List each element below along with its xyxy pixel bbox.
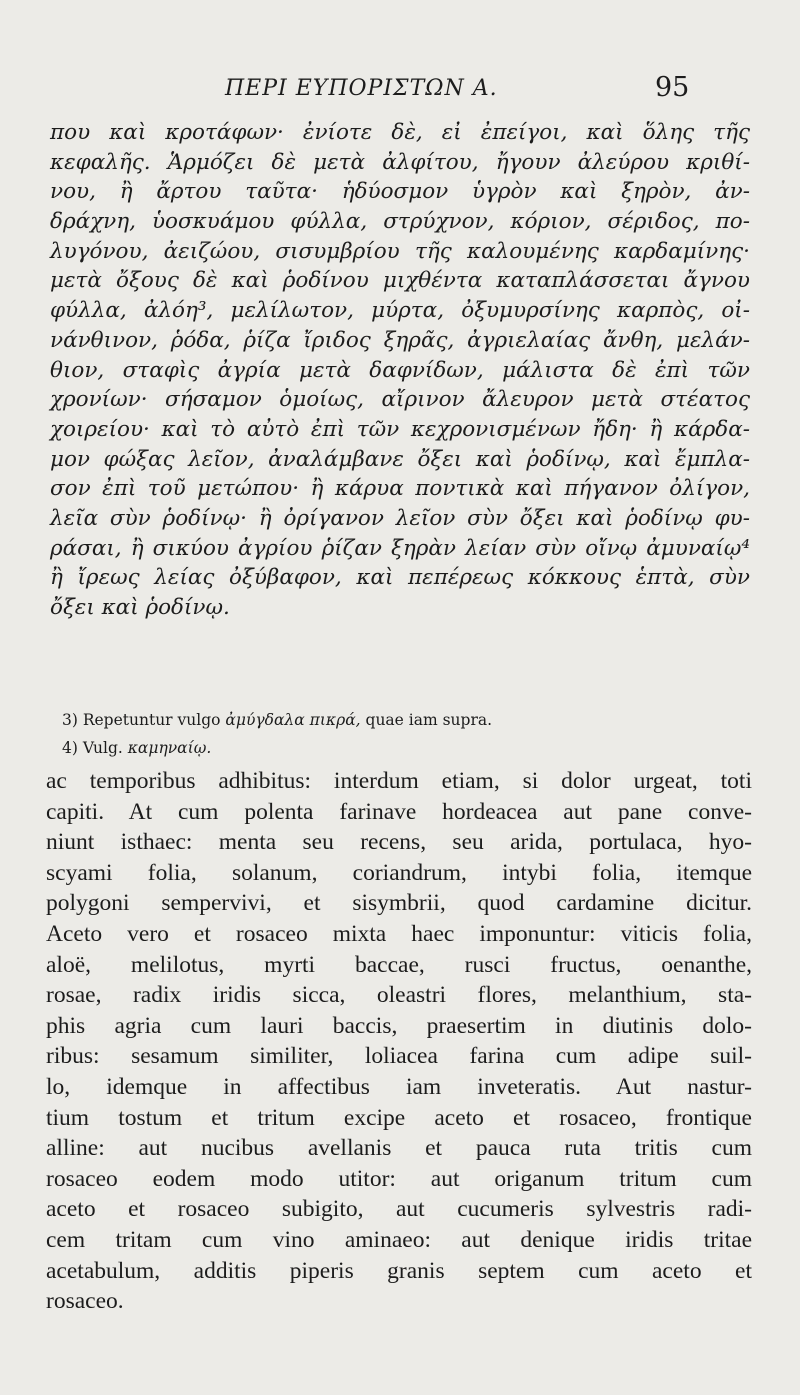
greek-line: μετὰ ὄξους δὲ καὶ ῥοδίνου μιχθέντα καταπλάσσεται ἄγνου bbox=[50, 268, 750, 294]
greek-line: που καὶ κροτάφων· ἐνίοτε δὲ, εἰ ἐπείγοι, καὶ ὅλης τῆς bbox=[50, 120, 750, 145]
greek-line: θιον, σταφὶς ἀγρία μετὰ δαφνίδων, μάλιστα δὲ ἐπὶ τῶν bbox=[50, 357, 750, 383]
greek-line: ἢ ἴρεως λείας ὀξύβαφον, καὶ πεπέρεως κόκκους ἑπτὰ, σὺν bbox=[50, 565, 750, 591]
greek-line: κεφαλῆς. Ἁρμόζει δὲ μετὰ ἀλφίτου, ἤγουν ἀλεύρου κριθί- bbox=[50, 149, 750, 175]
greek-line: χοιρείου· καὶ τὸ αὐτὸ ἐπὶ τῶν κεχρονισμένων ἤδη· ἢ κάρδα- bbox=[50, 416, 750, 442]
greek-line: λυγόνου, ἀειζώου, σισυμβρίου τῆς καλουμένης καρδαμίνης· bbox=[50, 238, 750, 264]
greek-line: μον φώξας λεῖον, ἀναλάμβανε ὄξει καὶ ῥοδίνῳ, καὶ ἔμπλα- bbox=[50, 446, 750, 472]
greek-line: χρονίων· σήσαμον ὁμοίως, αἴρινον ἄλευρον μετὰ στέατος bbox=[50, 387, 750, 413]
latin-line: capiti. At cum polenta farinave hordeacea aut pane conve- bbox=[46, 798, 752, 825]
footnote-3 bbox=[62, 706, 762, 734]
latin-line: scyami folia, solanum, coriandrum, intybi folia, itemque bbox=[46, 859, 752, 886]
footnote-text: 4) Vulg. bbox=[62, 739, 123, 757]
latin-line: alline: aut nucibus avellanis et pauca ruta tritis cum bbox=[46, 1135, 752, 1162]
footnote-greek: ἀμύγδαλα πικρά, bbox=[225, 711, 361, 729]
greek-line: φύλλα, ἀλόη³, μελίλωτον, μύρτα, ὀξυμυρσίνης καρπὸς, οἰ- bbox=[50, 298, 750, 324]
latin-line: rosae, radix iridis sicca, oleastri flores, melanthium, sta- bbox=[46, 982, 752, 1009]
running-title: ΠΕΡΙ ΕΥΠΟΡΙΣΤΩΝ Α. bbox=[225, 76, 498, 101]
latin-line: polygoni sempervivi, et sisymbrii, quod cardamine dicitur. bbox=[46, 890, 752, 917]
greek-line: δράχνη, ὑοσκυάμου φύλλα, στρύχνον, κόριον, σέριδος, πο- bbox=[50, 209, 750, 235]
greek-line: ὄξει καὶ ῥοδίνῳ. bbox=[50, 595, 230, 620]
latin-line: ac temporibus adhibitus: interdum etiam, si dolor urgeat, toti bbox=[46, 768, 752, 794]
latin-line: rosaceo eodem modo utitor: aut origanum tritum cum bbox=[46, 1165, 752, 1192]
greek-line: ράσαι, ἢ σικύου ἀγρίου ῥίζαν ξηρὰν λείαν σὺν οἴνῳ ἀμυναίῳ⁴ bbox=[50, 535, 750, 561]
latin-line: aloë, melilotus, myrti baccae, rusci fructus, oenanthe, bbox=[46, 951, 752, 978]
latin-line: acetabulum, additis piperis granis septem cum aceto et bbox=[46, 1257, 752, 1284]
latin-line: aceto et rosaceo subigito, aut cucumeris sylvestris radi- bbox=[46, 1196, 752, 1223]
greek-line: σον ἐπὶ τοῦ μετώπου· ἢ κάρυα ποντικὰ καὶ πήγανον ὀλίγον, bbox=[50, 476, 750, 502]
latin-line: cem tritam cum vino aminaeo: aut denique iridis tritae bbox=[46, 1226, 752, 1253]
greek-text-block bbox=[50, 118, 750, 623]
footnote-greek: καμηναίῳ. bbox=[127, 739, 212, 757]
latin-line: Aceto vero et rosaceo mixta haec imponuntur: viticis folia, bbox=[46, 920, 752, 947]
greek-line: νάνθινον, ῥόδα, ῥίζα ἴριδος ξηρᾶς, ἀγριελαίας ἄνθη, μελάν- bbox=[50, 327, 750, 353]
footnotes bbox=[62, 706, 762, 762]
latin-line: ribus: sesamum similiter, loliacea farina cum adipe suil- bbox=[46, 1043, 752, 1070]
footnote-4 bbox=[62, 734, 762, 762]
footnote-text: 3) Repetuntur vulgo bbox=[62, 711, 221, 729]
greek-line: νου, ἢ ἄρτου ταῦτα· ἡδύοσμον ὑγρὸν καὶ ξηρὸν, ἀν- bbox=[50, 179, 750, 205]
latin-line: phis agria cum lauri baccis, praesertim in diutinis dolo- bbox=[46, 1012, 752, 1039]
page-number: 95 bbox=[655, 72, 690, 103]
greek-line: λεῖα σὺν ῥοδίνῳ· ἢ ὀρίγανον λεῖον σὺν ὄξει καὶ ῥοδίνῳ φυ- bbox=[50, 505, 750, 531]
latin-line: tium tostum et tritum excipe aceto et rosaceo, frontique bbox=[46, 1104, 752, 1131]
latin-text-block bbox=[46, 766, 752, 1317]
latin-line: lo, idemque in affectibus iam inveteratis. Aut nastur- bbox=[46, 1073, 752, 1100]
footnote-tail: quae iam supra. bbox=[365, 711, 493, 729]
page-header bbox=[0, 72, 800, 112]
latin-line: rosaceo. bbox=[46, 1288, 124, 1315]
latin-line: niunt isthaec: menta seu recens, seu arida, portulaca, hyo- bbox=[46, 829, 752, 856]
